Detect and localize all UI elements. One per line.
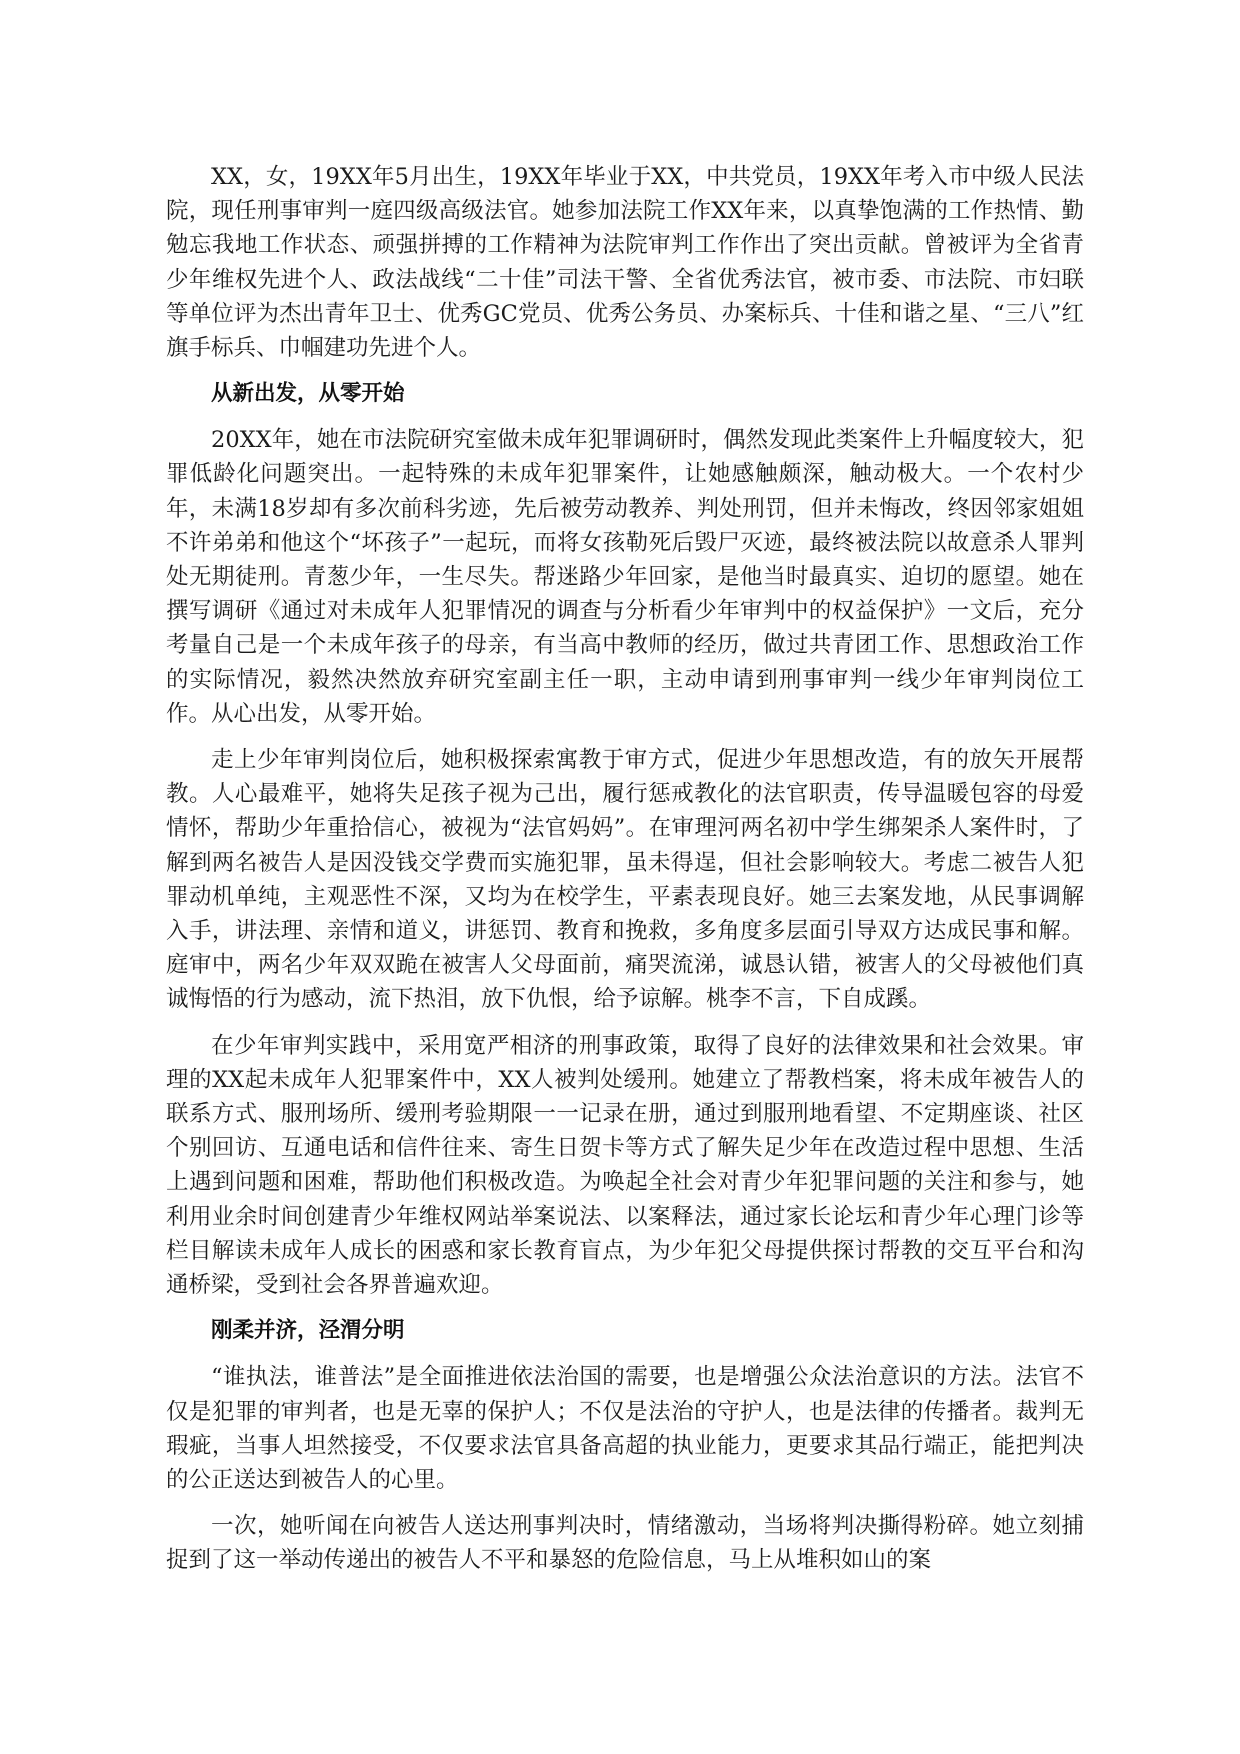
- section-1-paragraph-2: 走上少年审判岗位后，她积极探索寓教于审方式，促进少年思想改造，有的放矢开展帮教。人心最难平，她将失足孩子视为己出，履行惩戒教化的法官职责，传导温暖包容的母爱情怀，帮助少年重拾信心，被视为“法官妈妈”。在审理河两名初中学生绑架杀人案件时，了解到两名被告人是因没钱交学费而实施犯罪，虽未得逞，但社会影响较大。考虑二被告人犯罪动机单纯，主观恶性不深，又均为在校学生，平素表现良好。她三去案发地，从民事调解入手，讲法理、亲情和道义，讲惩罚、教育和挽救，多角度多层面引导双方达成民事和解。庭审中，两名少年双双跪在被害人父母面前，痛哭流涕，诚恳认错，被害人的父母被他们真诚悔悟的行为感动，流下热泪，放下仇恨，给予谅解。桃李不言，下自成蹊。: [166, 747, 1084, 1013]
- section-2-paragraph-1: “谁执法，谁普法”是全面推进依法治国的需要，也是增强公众法治意识的方法。法官不仅是犯罪的审判者，也是无辜的保护人；不仅是法治的守护人，也是法律的传播者。裁判无瑕疵，当事人坦然接受，不仅要求法官具备高超的执业能力，更要求其品行端正，能把判决的公正送达到被告人的心里。: [166, 1364, 1084, 1493]
- document-body: [166, 160, 1084, 1590]
- section-2-paragraph-2: 一次，她听闻在向被告人送达刑事判决时，情绪激动，当场将判决撕得粉碎。她立刻捕捉到了这一举动传递出的被告人不平和暴怒的危险信息，马上从堆积如山的案: [166, 1513, 1084, 1574]
- section-heading-1: 从新出发，从零开始: [211, 381, 405, 407]
- section-1-paragraph-1: 20XX年，她在市法院研究室做未成年犯罪调研时，偶然发现此类案件上升幅度较大，犯罪低龄化问题突出。一起特殊的未成年犯罪案件，让她感触颇深，触动极大。一个农村少年，未满18岁却有多次前科劣迹，先后被劳动教养、判处刑罚，但并未悔改，终因邻家姐姐不许弟弟和他这个“坏孩子”一起玩，而将女孩勒死后毁尸灭迹，最终被法院以故意杀人罪判处无期徒刑。青葱少年，一生尽失。帮迷路少年回家，是他当时最真实、迫切的愿望。她在撰写调研《通过对未成年人犯罪情况的调查与分析看少年审判中的权益保护》一文后，充分考量自己是一个未成年孩子的母亲，有当高中教师的经历，做过共青团工作、思想政治工作的实际情况，毅然决然放弃研究室副主任一职，主动申请到刑事审判一线少年审判岗位工作。从心出发，从零开始。: [166, 427, 1084, 727]
- section-1-paragraph-3: 在少年审判实践中，采用宽严相济的刑事政策，取得了良好的法律效果和社会效果。审理的XX起未成年人犯罪案件中，XX人被判处缓刑。她建立了帮教档案，将未成年被告人的联系方式、服刑场所、缓刑考验期限一一记录在册，通过到服刑地看望、不定期座谈、社区个别回访、互通电话和信件往来、寄生日贺卡等方式了解失足少年在改造过程中思想、生活上遇到问题和困难，帮助他们积极改造。为唤起全社会对青少年犯罪问题的关注和参与，她利用业余时间创建青少年维权网站举案说法、以案释法，通过家长论坛和青少年心理门诊等栏目解读未成年人成长的困惑和家长教育盲点，为少年犯父母提供探讨帮教的交互平台和沟通桥梁，受到社会各界普遍欢迎。: [166, 1032, 1084, 1299]
- intro-paragraph: XX，女，19XX年5月出生，19XX年毕业于XX，中共党员，19XX年考入市中级人民法院，现任刑事审判一庭四级高级法官。她参加法院工作XX年来，以真挚饱满的工作热情、勤勉忘我地工作状态、顽强拼搏的工作精神为法院审判工作作出了突出贡献。曾被评为全省青少年维权先进个人、政法战线“二十佳”司法干警、全省优秀法官，被市委、市法院、市妇联等单位评为杰出青年卫士、优秀GC党员、优秀公务员、办案标兵、十佳和谐之星、“三八”红旗手标兵、巾帼建功先进个人。: [166, 164, 1084, 362]
- section-heading-2: 刚柔并济，泾渭分明: [211, 1318, 405, 1344]
